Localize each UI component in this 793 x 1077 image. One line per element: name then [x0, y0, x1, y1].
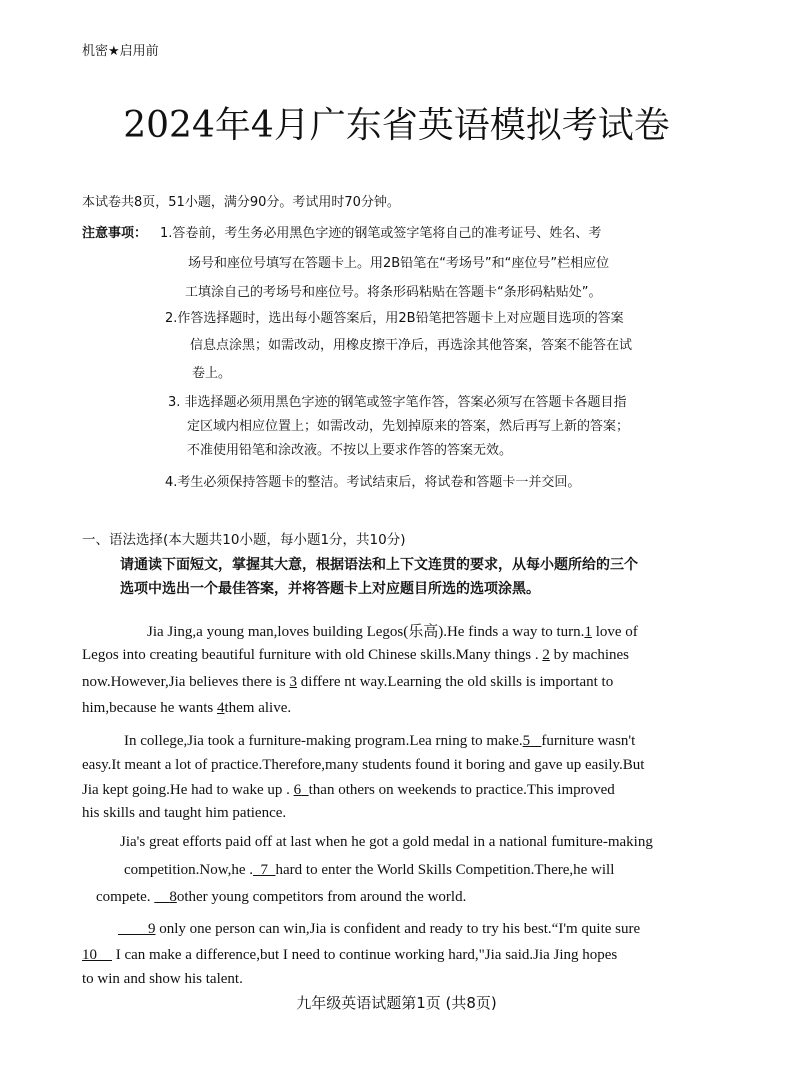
passage-line: 10 I can make a difference,but I need to continue working hard,"Jia said.Jia Jing hopes: [82, 947, 618, 963]
notice-line: 工填涂自己的考场号和座位号。将条形码粘贴在答题卡“条形码粘贴处”。: [185, 285, 602, 300]
passage-line: In college,Jia took a furniture-making program.Lea rning to make.5 furniture wasn't: [124, 733, 636, 749]
notices-label: 注意事项：: [82, 226, 148, 241]
notice-line: 卷上。: [192, 366, 232, 381]
notice-line: 场号和座位号填写在答题卡上。用2B铅笔在“考场号”和“座位号”栏相应位: [188, 256, 610, 271]
passage-line: competition.Now,he . 7 hard to enter the World Skills Competition.There,he will: [124, 862, 615, 878]
exam-info: 本试卷共8页，51小题，满分90分。考试用时70分钟。: [82, 195, 400, 210]
passage-line: easy.It meant a lot of practice.Therefore,many students found it boring and gave up easily.But: [82, 757, 645, 773]
passage-line: him,because he wants 4them alive.: [82, 700, 292, 716]
passage-line: now.However,Jia believes there is 3 differe nt way.Learning the old skills is important to: [82, 674, 614, 690]
section1-instruction: 请通读下面短文，掌握其大意，根据语法和上下文连贯的要求，从每小题所给的三个: [120, 557, 638, 573]
notice-line: 2.作答选择题时，选出每小题答案后，用2B铅笔把答题卡上对应题目选项的答案: [165, 311, 624, 326]
blank-number: 9: [148, 921, 156, 937]
section1-heading: 一、语法选择(本大题共10小题，每小题1分，共10分): [82, 532, 406, 548]
blank-number: 6: [293, 782, 302, 798]
blank-number: 7: [260, 862, 269, 878]
notice-line: 信息点涂黑；如需改动，用橡皮擦干净后，再选涂其他答案，答案不能答在试: [190, 338, 633, 353]
passage-line: to win and show his talent.: [82, 971, 243, 987]
page-title: 2024年4月广东省英语模拟考试卷: [123, 105, 670, 146]
passage-line: 9 only one person can win,Jia is confident and ready to try his best.“I'm quite sure: [148, 921, 641, 937]
blank-number: 5: [522, 733, 531, 749]
page-footer: 九年级英语试题第1页 (共8页): [296, 994, 497, 1012]
section1-instruction: 选项中选出一个最佳答案，并将答题卡上对应题目所选的选项涂黑。: [120, 581, 540, 597]
notice-line: 定区域内相应位置上；如需改动，先划掉原来的答案，然后再写上新的答案；: [187, 419, 630, 434]
confidential-mark: 机密★启用前: [82, 44, 159, 59]
notice-line: 1.答卷前，考生务必用黑色字迹的钢笔或签字笔将自己的准考证号、姓名、考: [160, 226, 602, 241]
passage-line: Jia's great efforts paid off at last when he got a gold medal in a national fumiture-making: [120, 834, 653, 850]
passage-line: Legos into creating beautiful furniture with old Chinese skills.Many things . 2 by machines: [82, 647, 629, 663]
notice-line: 4.考生必须保持答题卡的整洁。考试结束后，将试卷和答题卡一并交回。: [165, 475, 581, 490]
passage-line: compete. 8other young competitors from around the world.: [96, 889, 467, 905]
passage-line: Jia kept going.He had to wake up . 6 than others on weekends to practice.This improved: [82, 782, 615, 798]
blank-number: 3: [289, 674, 298, 690]
blank-number: 1: [584, 624, 592, 640]
blank-number: 10: [82, 947, 97, 963]
blank-number: 4: [216, 700, 225, 716]
passage-line: Jia Jing,a young man,loves building Legos(乐高).He finds a way to turn.1 love of: [147, 624, 638, 640]
blank-number: 8: [169, 889, 177, 905]
blank-number: 2: [542, 647, 550, 663]
passage-line: his skills and taught him patience.: [82, 805, 287, 821]
notice-line: 3. 非选择题必须用黑色字迹的钢笔或签字笔作答，答案必须写在答题卡各题目指: [168, 395, 627, 410]
notice-line: 不准使用铅笔和涂改液。不按以上要求作答的答案无效。: [187, 443, 513, 458]
